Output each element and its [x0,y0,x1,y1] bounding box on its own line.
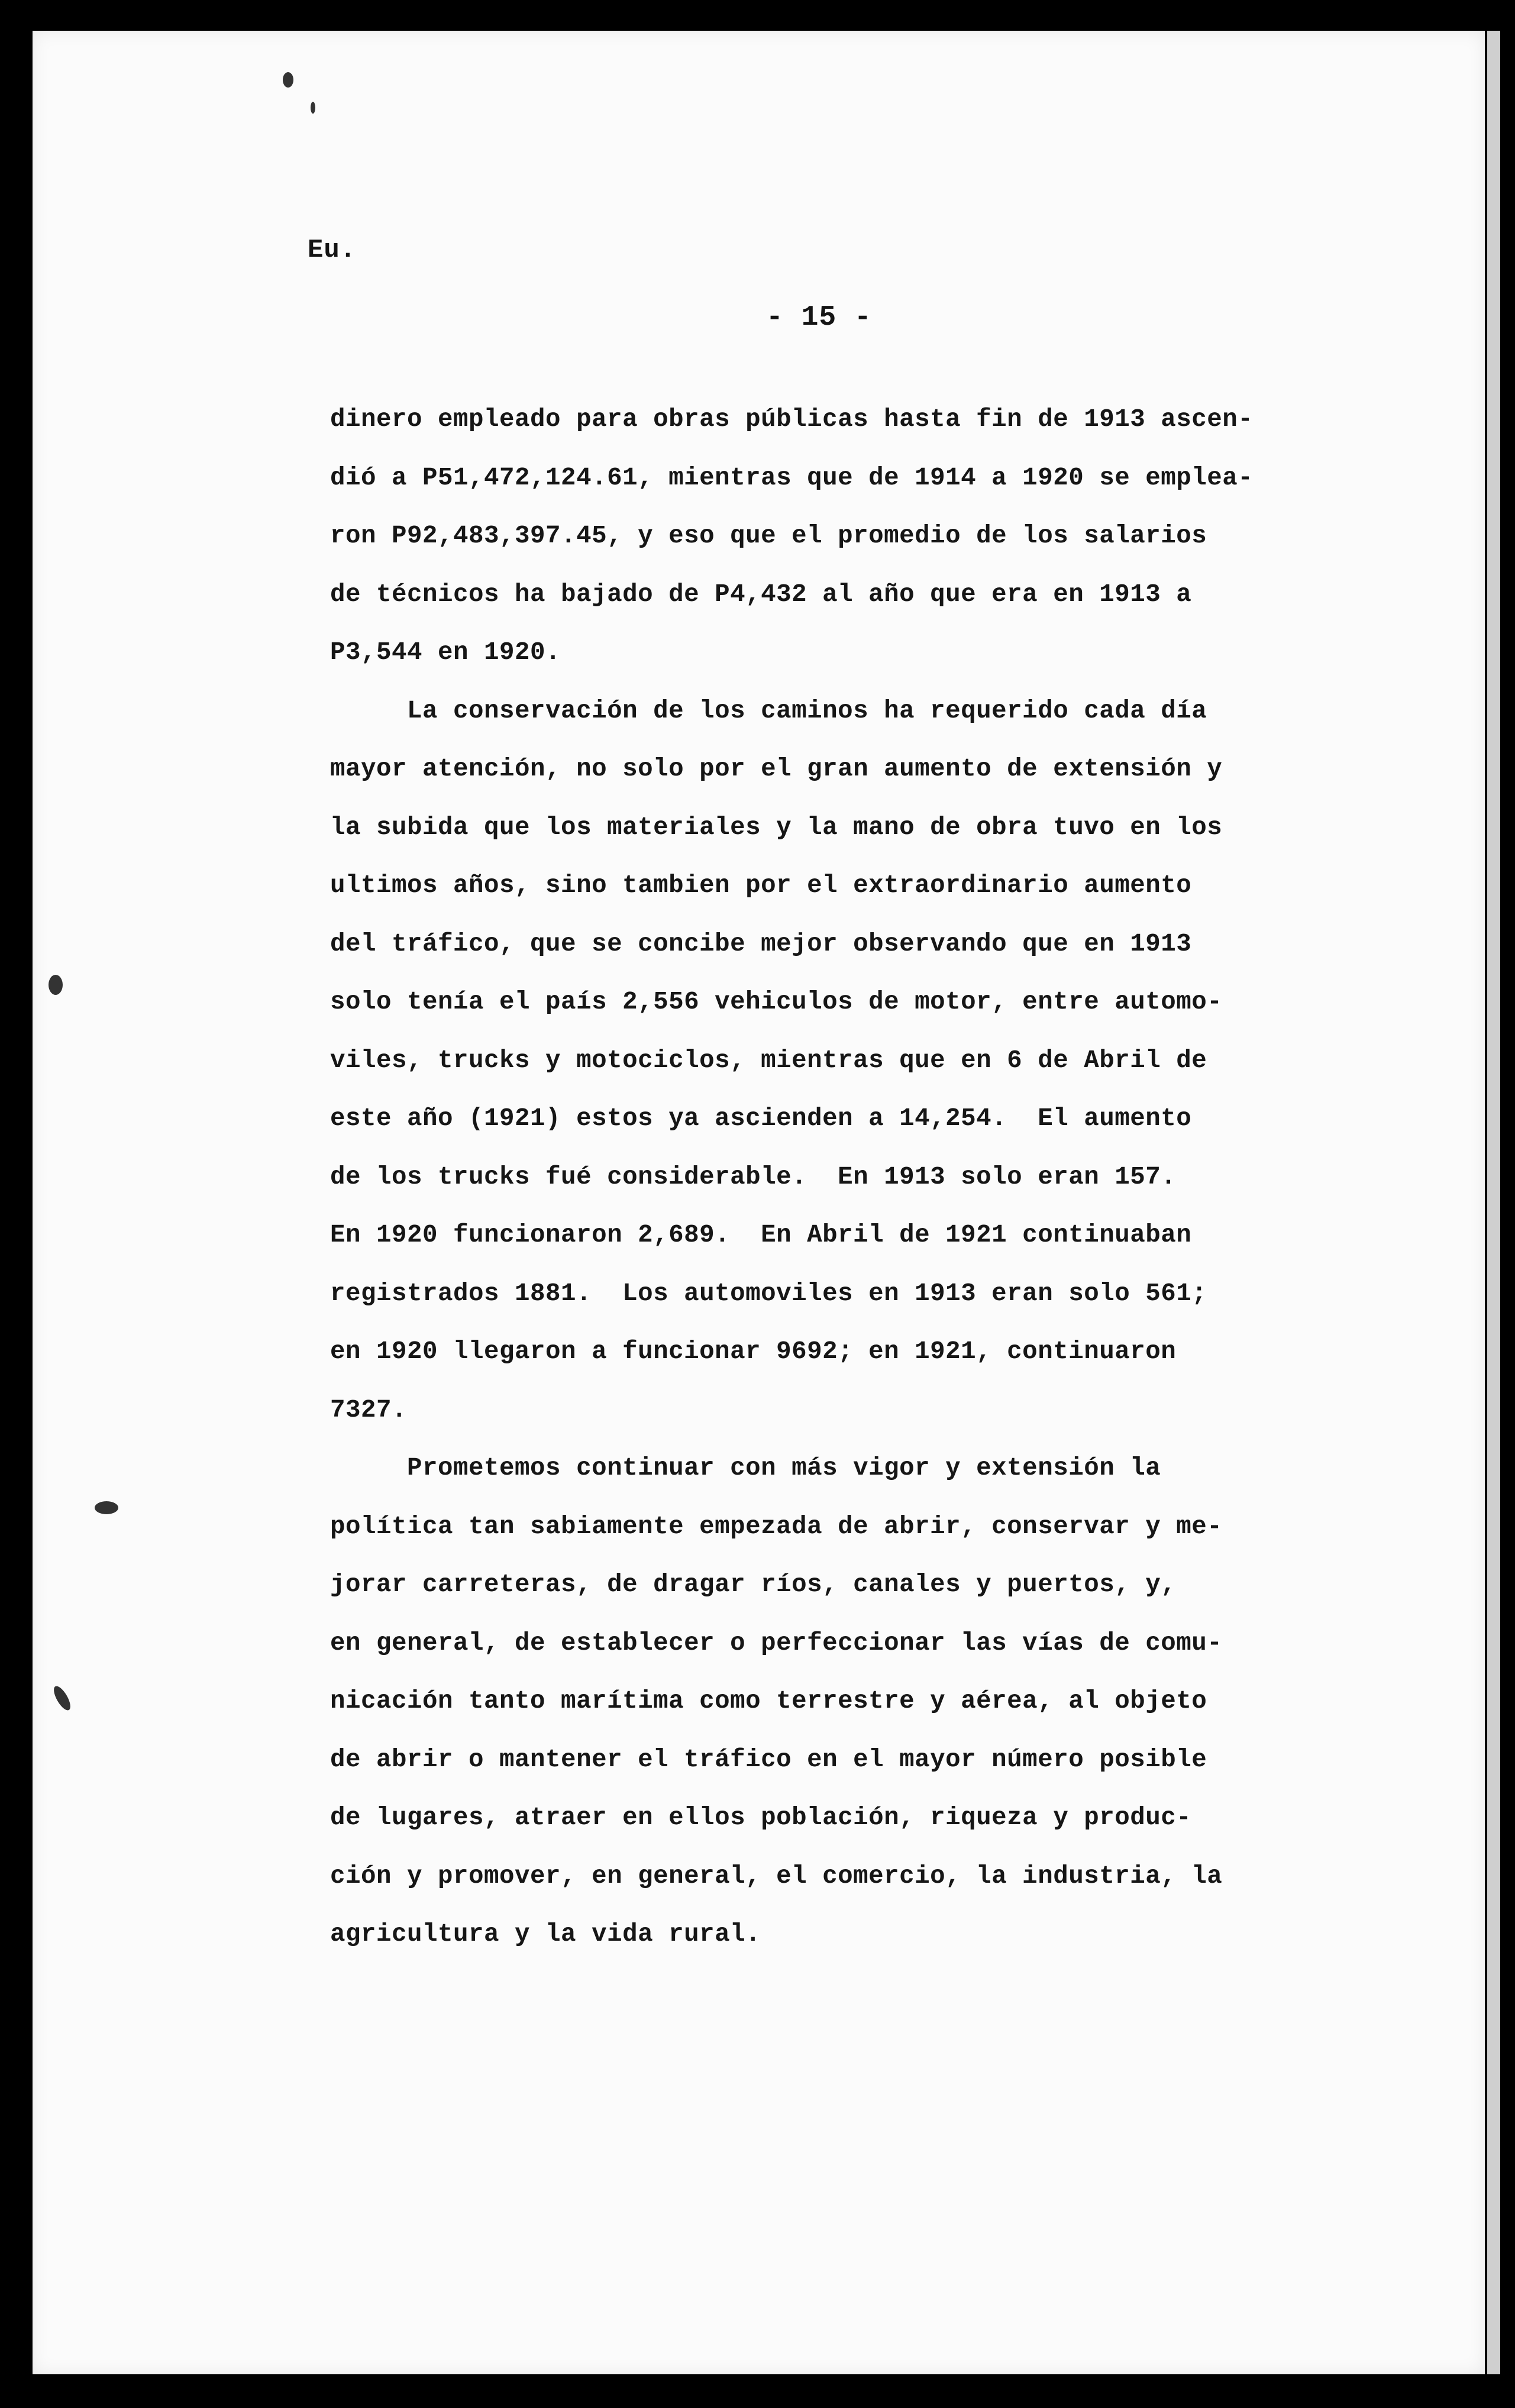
text-line: del tráfico, que se concibe mejor observando que en 1913 [330,929,1192,958]
author-initials: Eu. [308,235,357,265]
body-text [330,390,1253,1964]
ink-speck [283,72,293,88]
text-line: viles, trucks y motociclos, mientras que en 6 de Abril de [330,1046,1207,1075]
text-line: agricultura y la vida rural. [330,1920,761,1948]
text-line: P3,544 en 1920. [330,638,561,667]
text-line: mayor atención, no solo por el gran aumento de extensión y [330,755,1223,783]
ink-speck [49,975,63,995]
text-line: ción y promover, en general, el comercio, la industria, la [330,1861,1223,1890]
text-line: este año (1921) estos ya ascienden a 14,254. El aumento [330,1104,1192,1133]
text-line: en 1920 llegaron a funcionar 9692; en 1921, continuaron [330,1337,1177,1366]
text-line: nicación tanto marítima como terrestre y aérea, al objeto [330,1687,1207,1715]
text-line: registrados 1881. Los automoviles en 1913 eran solo 561; [330,1279,1207,1308]
ink-speck [311,102,315,114]
text-line: jorar carreteras, de dragar ríos, canales y puertos, y, [330,1570,1177,1599]
text-line: 7327. [330,1395,408,1424]
text-line: Prometemos continuar con más vigor y extensión la [330,1454,1161,1482]
text-line: solo tenía el país 2,556 vehiculos de motor, entre automo- [330,988,1223,1016]
text-line: de lugares, atraer en ellos población, riqueza y produc- [330,1803,1192,1832]
text-line: En 1920 funcionaron 2,689. En Abril de 1921 continuaban [330,1221,1192,1249]
text-line: ron P92,483,397.45, y eso que el promedio de los salarios [330,522,1207,550]
text-line: en general, de establecer o perfeccionar las vías de comu- [330,1628,1223,1657]
ink-speck [95,1501,118,1514]
text-line: La conservación de los caminos ha requerido cada día [330,696,1207,725]
text-line: dió a P51,472,124.61, mientras que de 1914 a 1920 se emplea- [330,463,1254,492]
page-number: - 15 - [766,302,872,334]
text-line: política tan sabiamente empezada de abrir, conservar y me- [330,1512,1223,1541]
page-edge [1487,31,1500,2374]
text-line: de abrir o mantener el tráfico en el mayor número posible [330,1745,1207,1774]
text-line: ultimos años, sino tambien por el extraordinario aumento [330,871,1192,900]
text-line: de los trucks fué considerable. En 1913 solo eran 157. [330,1162,1177,1191]
text-line: de técnicos ha bajado de P4,432 al año que era en 1913 a [330,580,1192,609]
text-line: la subida que los materiales y la mano de obra tuvo en los [330,813,1223,842]
text-line: dinero empleado para obras públicas hasta fin de 1913 ascen- [330,405,1254,434]
